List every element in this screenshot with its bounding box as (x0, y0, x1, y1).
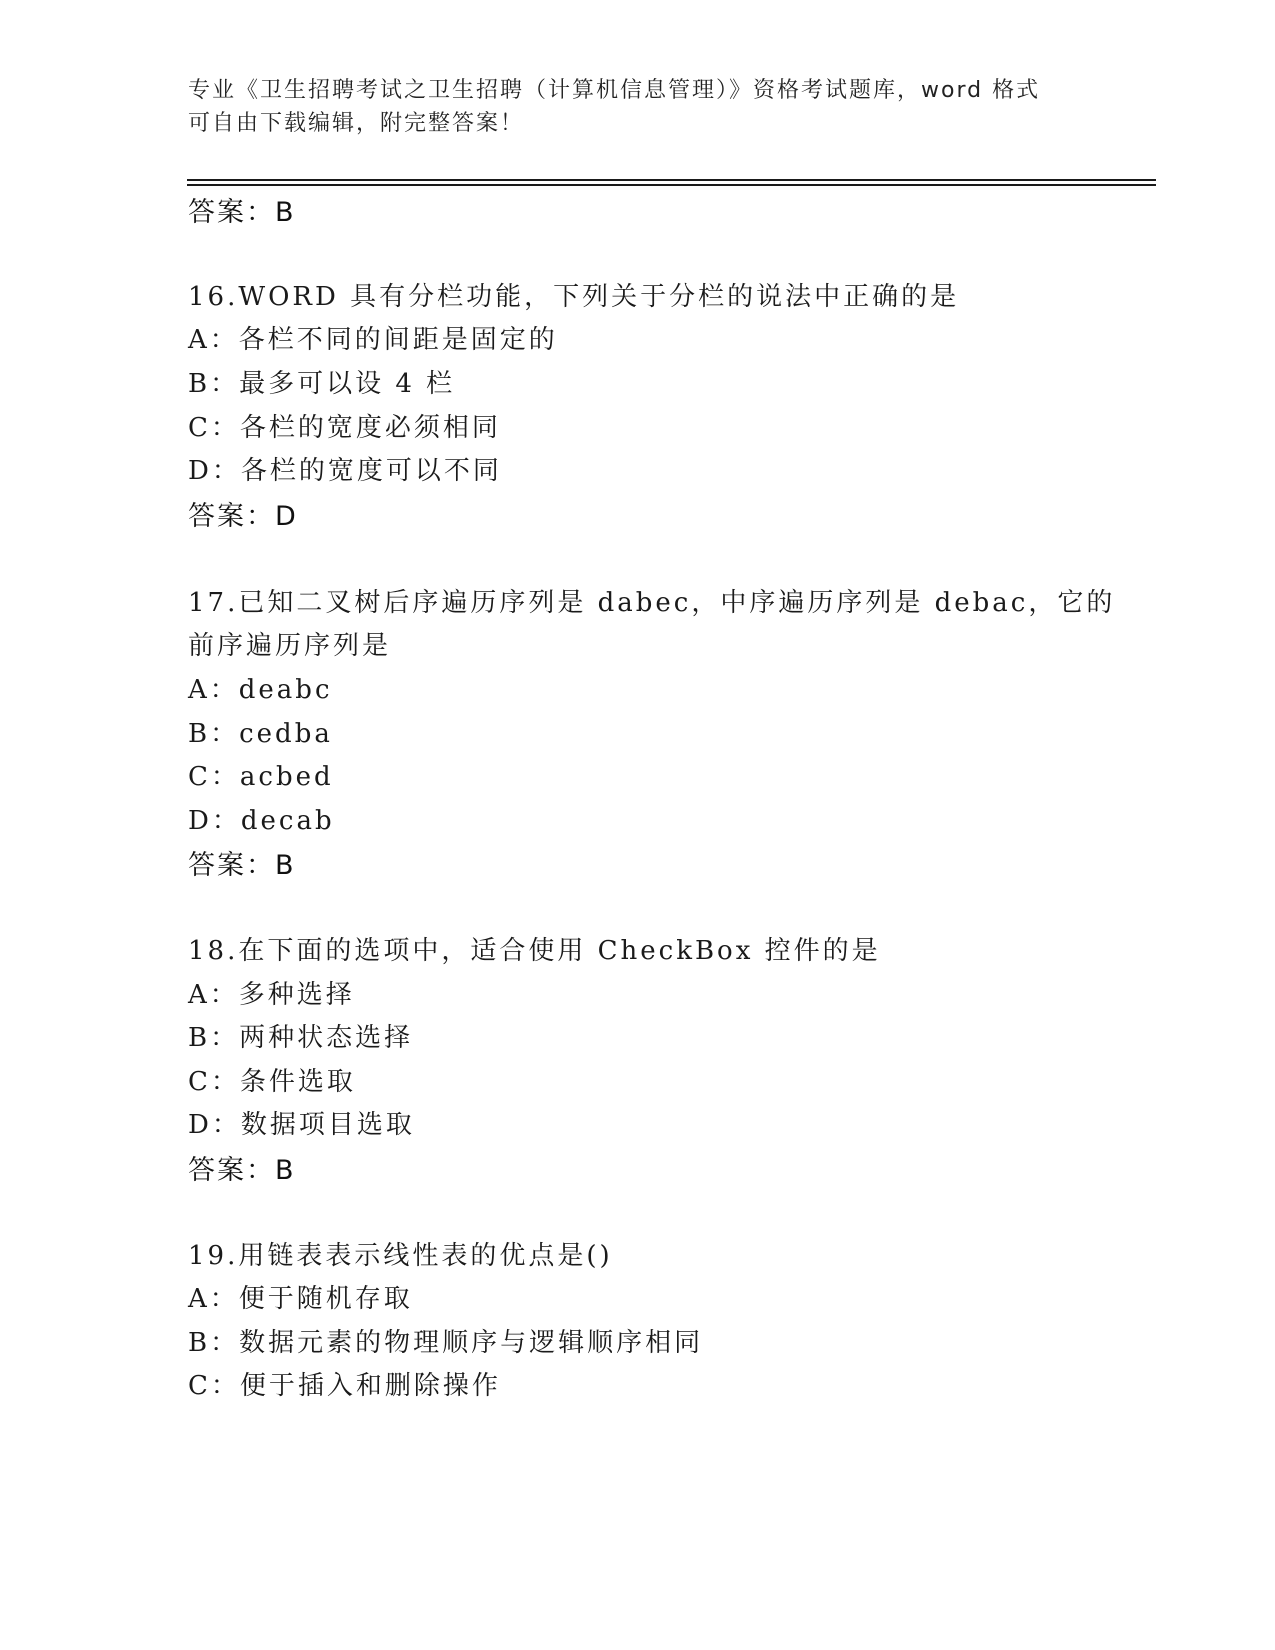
question-16-option-a: A：各栏不同的间距是固定的 (188, 325, 558, 355)
question-17-option-b: B：cedba (188, 719, 333, 749)
question-17-option-c: C：acbed (188, 762, 334, 792)
question-17-answer: 答案：B (188, 850, 296, 881)
question-16-answer: 答案：D (188, 501, 298, 532)
header-rule-top (187, 179, 1156, 181)
question-16-option-b: B：最多可以设 4 栏 (188, 369, 456, 399)
question-19-option-c: C：便于插入和删除操作 (188, 1371, 501, 1401)
question-16-option-d: D：各栏的宽度可以不同 (188, 456, 502, 486)
question-17-stem-line-1: 17.已知二叉树后序遍历序列是 dabec，中序遍历序列是 debac，它的 (188, 588, 1116, 618)
question-18-option-a: A：多种选择 (188, 980, 355, 1010)
question-19-option-b: B：数据元素的物理顺序与逻辑顺序相同 (188, 1328, 704, 1358)
question-19-stem: 19.用链表表示线性表的优点是() (188, 1241, 613, 1271)
question-17-stem-line-2: 前序遍历序列是 (188, 631, 392, 661)
question-18-answer: 答案：B (188, 1155, 296, 1186)
question-18-option-c: C：条件选取 (188, 1067, 356, 1097)
header-rule-bottom (187, 184, 1156, 186)
header-line-1: 专业《卫生招聘考试之卫生招聘（计算机信息管理）》资格考试题库，word 格式 (188, 78, 1041, 103)
question-16-stem: 16.WORD 具有分栏功能，下列关于分栏的说法中正确的是 (188, 282, 960, 312)
question-19-option-a: A：便于随机存取 (188, 1284, 413, 1314)
question-18-stem: 18.在下面的选项中，适合使用 CheckBox 控件的是 (188, 936, 881, 966)
question-18-option-b: B：两种状态选择 (188, 1023, 414, 1053)
previous-answer: 答案：B (188, 197, 296, 228)
question-17-option-d: D：decab (188, 806, 335, 836)
header-line-2: 可自由下载编辑，附完整答案！ (188, 111, 525, 136)
question-16-option-c: C：各栏的宽度必须相同 (188, 413, 501, 443)
question-17-option-a: A：deabc (188, 675, 333, 705)
document-header (188, 74, 1088, 140)
question-18-option-d: D：数据项目选取 (188, 1110, 415, 1140)
